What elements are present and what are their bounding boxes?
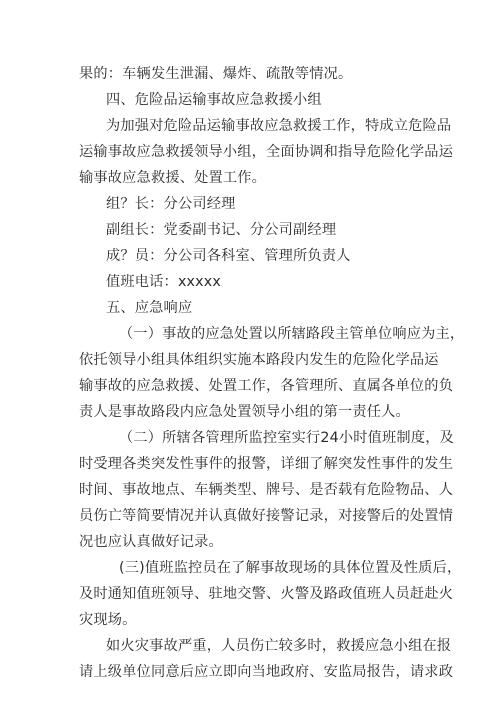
text-line: 依托领导小组具体组织实施本路段内发生的危险化学品运 xyxy=(79,352,439,368)
text-line: 果的：车辆发生泄漏、爆炸、疏散等情况。 xyxy=(79,66,353,82)
section-heading: 五、应急响应 xyxy=(106,300,193,316)
section-heading: 四、危险品运输事故应急救援小组 xyxy=(106,92,322,108)
text-line: 值班电话：xxxxx xyxy=(106,274,221,290)
text-line: 灾现场。 xyxy=(79,612,137,628)
text-line: 况也应认真做好记录。 xyxy=(79,534,223,550)
text-line: 时受理各类突发性事件的报警，详细了解突发性事件的发生 xyxy=(79,456,454,472)
text-line: 为加强对危险品运输事故应急救援工作，特成立危险品 xyxy=(106,118,452,134)
text-line: 输事故的应急救援、处置工作，各管理所、直属各单位的负 xyxy=(79,378,454,394)
text-line: 员伤亡等简要情况并认真做好接警记录，对接警后的处置情 xyxy=(79,508,454,524)
text-line: 及时通知值班领导、驻地交警、火警及路政值班人员赶赴火 xyxy=(79,586,454,602)
text-line: 时间、事故地点、车辆类型、牌号、是否载有危险物品、人 xyxy=(79,482,454,498)
text-line: 成？员：分公司各科室、管理所负责人 xyxy=(106,248,351,264)
text-line: 运输事故应急救援领导小组，全面协调和指导危险化学品运 xyxy=(79,144,454,160)
text-line: 如火灾事故严重，人员伤亡较多时，救援应急小组在报 xyxy=(106,638,452,654)
text-line: 副组长：党委副书记、分公司副经理 xyxy=(106,222,337,238)
text-line: 输事故应急救援、处置工作。 xyxy=(79,170,267,186)
text-line: 请上级单位同意后应立即向当地政府、安监局报告，请求政 xyxy=(79,664,454,680)
text-line: （一）事故的应急处置以所辖路段主管单位响应为主， xyxy=(119,326,465,342)
text-line: 组？长：分公司经理 xyxy=(106,196,236,212)
text-line: 责人是事故路段内应急处置领导小组的第一责任人。 xyxy=(79,404,410,420)
text-line: (三)值班监控员在了解事故现场的具体位置及性质后， xyxy=(119,560,462,576)
text-line: （二）所辖各管理所监控室实行24小时值班制度，及 xyxy=(119,430,454,446)
